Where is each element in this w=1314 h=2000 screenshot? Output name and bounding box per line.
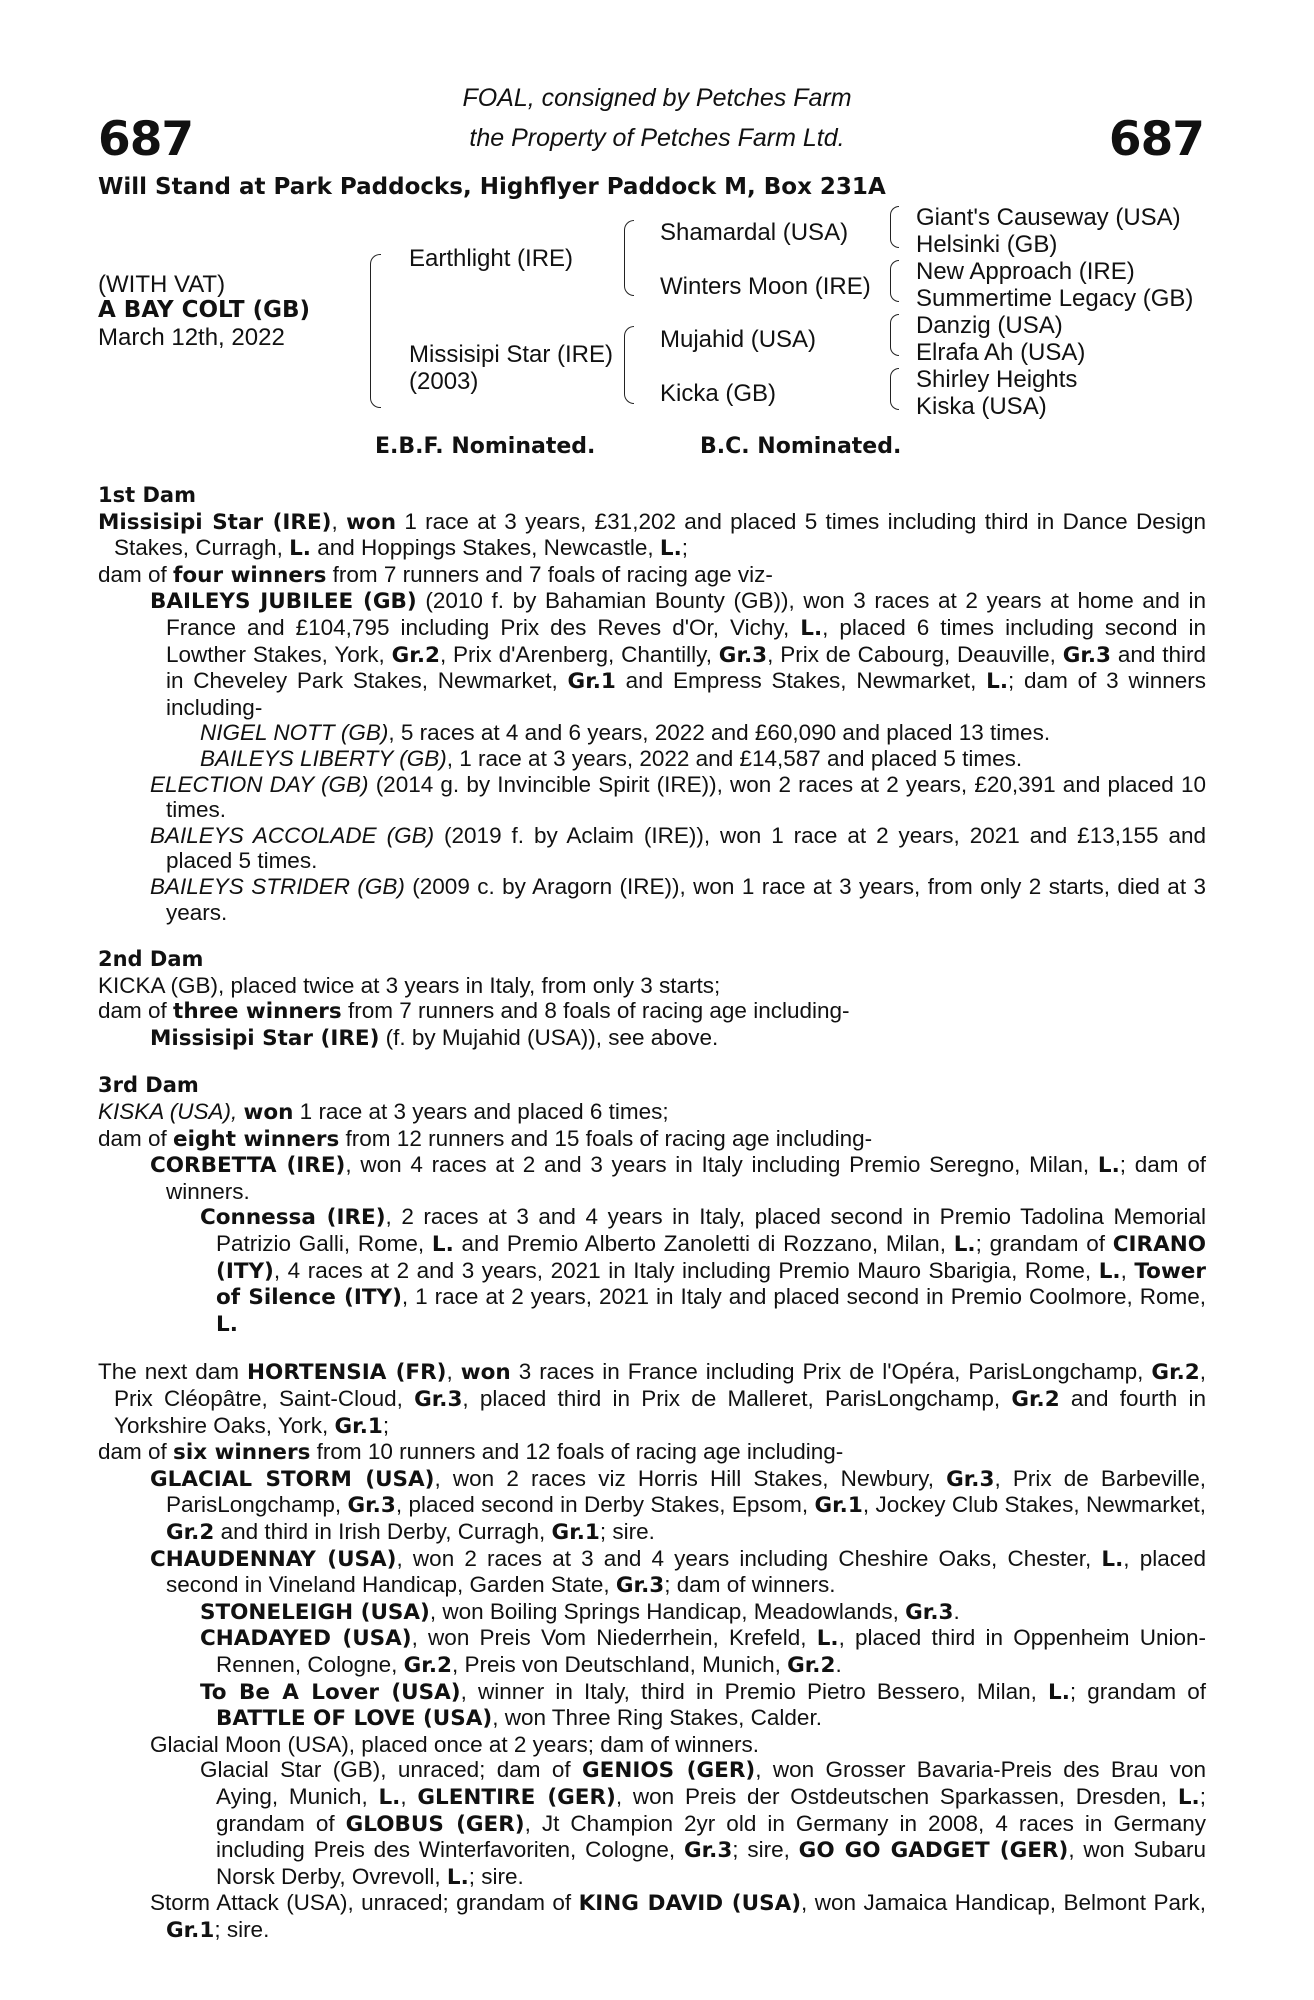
section-heading: 3rd Dam: [98, 1073, 199, 1098]
pedigree-ds-dam: Elrafa Ah (USA): [916, 339, 1086, 366]
lot-number-left: 687: [98, 112, 194, 167]
pedigree-ss-sire: Giant's Causeway (USA): [916, 204, 1181, 231]
dam-record: The next dam HORTENSIA (FR), won 3 races in France including Prix de l'Opéra, ParisLongchamp, Gr.2, Prix Cléopâtre, Saint-Cloud, Gr.3, placed third in Prix de Malleret, ParisLongchamp, Gr.2 and fourth in Yorkshire Oaks, York, Gr.1;: [98, 1359, 1206, 1439]
pedigree-brace-main: [370, 254, 381, 408]
produce-entry: CHAUDENNAY (USA), won 2 races at 3 and 4 years including Cheshire Oaks, Chester, L., placed second in Vineland Handicap, Garden State, Gr.3; dam of winners.: [150, 1545, 1206, 1599]
pedigree-sd-sire: New Approach (IRE): [916, 258, 1135, 285]
produce-entry: BAILEYS LIBERTY (GB), 1 race at 3 years, 2022 and £14,587 and placed 5 times.: [200, 745, 1023, 771]
pedigree-brace-dam: [624, 326, 634, 404]
dam-record: KICKA (GB), placed twice at 3 years in Italy, from only 3 starts;: [98, 972, 721, 998]
produce-entry: Connessa (IRE), 2 races at 3 and 4 years in Italy, placed second in Premio Tadolina Memorial Patrizio Galli, Rome, L. and Premio Alberto Zanoletti di Rozzano, Milan, L.; grandam of CIRANO (ITY), 4 races at 2 and 3 years, 2021 in Italy including Premio Mauro Sbarigia, Rome, L., Tower of Silence (ITY), 1 race at 2 years, 2021 in Italy and placed second in Premio Coolmore, Rome, L.: [200, 1204, 1207, 1337]
produce-entry: Glacial Star (GB), unraced; dam of GENIOS (GER), won Grosser Bavaria-Preis des Brau von Aying, Munich, L., GLENTIRE (GER), won Preis der Ostdeutschen Sparkassen, Dresden, L.; grandam of GLOBUS (GER), Jt Champion 2yr old in Germany in 2008, 4 races in Germany including Preis des Winterfavoriten, Cologne, Gr.3; sire, GO GO GADGET (GER), won Subaru Norsk Derby, Ovrevoll, L.; sire.: [200, 1757, 1206, 1890]
produce-entry: ELECTION DAY (GB) (2014 g. by Invincible Spirit (IRE)), won 2 races at 2 years, £20,391 and placed 10 times.: [150, 771, 1206, 823]
horse-dob: March 12th, 2022: [98, 324, 285, 351]
pedigree-brace-sd: [890, 260, 899, 302]
produce-entry: GLACIAL STORM (USA), won 2 races viz Horris Hill Stakes, Newbury, Gr.3, Prix de Barbeville, ParisLongchamp, Gr.3, placed second in Derby Stakes, Epsom, Gr.1, Jockey Club Stakes, Newmarket, Gr.2 and third in Irish Derby, Curragh, Gr.1; sire.: [150, 1465, 1206, 1545]
produce-entry: BAILEYS JUBILEE (GB) (2010 f. by Bahamian Bounty (GB)), won 3 races at 2 years at home and in France and £104,795 including Prix des Reves d'Or, Vichy, L., placed 6 times including second in Lowther Stakes, York, Gr.2, Prix d'Arenberg, Chantilly, Gr.3, Prix de Cabourg, Deauville, Gr.3 and third in Cheveley Park Stakes, Newmarket, Gr.1 and Empress Stakes, Newmarket, L.; dam of 3 winners including-: [150, 588, 1207, 720]
dam-record: KISKA (USA), won 1 race at 3 years and placed 6 times;: [98, 1099, 669, 1126]
pedigree-ss-dam: Helsinki (GB): [916, 231, 1058, 258]
consignment-line-1: FOAL, consigned by Petches Farm: [462, 84, 852, 112]
pedigree-sd-dam: Summertime Legacy (GB): [916, 285, 1194, 312]
pedigree-brace-sire: [624, 220, 634, 296]
produce-entry: STONELEIGH (USA), won Boiling Springs Handicap, Meadowlands, Gr.3.: [200, 1598, 960, 1625]
section-heading: 2nd Dam: [98, 947, 204, 972]
lot-number-right: 687: [1108, 112, 1204, 167]
catalogue-body: [98, 483, 1206, 1943]
next-dam-section: [98, 1359, 1206, 1943]
horse-name: A BAY COLT (GB): [98, 297, 311, 323]
pedigree-dam: Missisipi Star (IRE): [409, 341, 614, 368]
third-dam-section: [98, 1073, 1206, 1337]
produce-entry: Missisipi Star (IRE) (f. by Mujahid (USA)), see above.: [150, 1024, 719, 1051]
pedigree-dam-dam: Kicka (GB): [660, 380, 777, 407]
produce-entry: NIGEL NOTT (GB), 5 races at 4 and 6 years, 2022 and £60,090 and placed 13 times.: [200, 720, 1051, 746]
pedigree-brace-ss: [890, 206, 899, 248]
pedigree-brace-ds: [890, 314, 899, 356]
first-dam-section: [98, 483, 1206, 925]
produce-entry: Storm Attack (USA), unraced; grandam of KING DAVID (USA), won Jamaica Handicap, Belmont Park, Gr.1; sire.: [150, 1890, 1206, 1943]
produce-entry: CORBETTA (IRE), won 4 races at 2 and 3 years in Italy including Premio Seregno, Milan, L.; dam of winners.: [150, 1152, 1206, 1204]
ebf-nomination: E.B.F. Nominated.: [375, 434, 596, 459]
pedigree-dam-year: (2003): [409, 368, 479, 395]
second-dam-section: [98, 947, 1206, 1051]
produce-entry: To Be A Lover (USA), winner in Italy, third in Premio Pietro Bessero, Milan, L.; grandam of BATTLE OF LOVE (USA), won Three Ring Stakes, Calder.: [200, 1678, 1206, 1732]
produce-entry: CHADAYED (USA), won Preis Vom Niederrhein, Krefeld, L., placed third in Oppenheim Union-Rennen, Cologne, Gr.2, Preis von Deutschland, Munich, Gr.2.: [200, 1625, 1206, 1678]
produce-entry: BAILEYS STRIDER (GB) (2009 c. by Aragorn (IRE)), won 1 race at 3 years, from only 2 starts, died at 3 years.: [150, 873, 1206, 925]
consignment-line-2: the Property of Petches Farm Ltd.: [469, 124, 845, 152]
vat-note: (WITH VAT): [98, 271, 226, 298]
pedigree-sire-dam: Winters Moon (IRE): [660, 273, 871, 300]
pedigree-dd-sire: Shirley Heights: [916, 366, 1078, 393]
pedigree-sire: Earthlight (IRE): [409, 245, 574, 272]
pedigree-sire-sire: Shamardal (USA): [660, 219, 849, 246]
dam-record: Missisipi Star (IRE), won 1 race at 3 years, £31,202 and placed 5 times including third in Dance Design Stakes, Curragh, L. and Hoppings Stakes, Newcastle, L.;: [98, 508, 1206, 562]
bc-nomination: B.C. Nominated.: [700, 434, 902, 459]
produce-summary: dam of eight winners from 12 runners and 15 foals of racing age including-: [98, 1125, 873, 1152]
section-heading: 1st Dam: [98, 483, 196, 507]
produce-summary: dam of four winners from 7 runners and 7 foals of racing age viz-: [98, 561, 773, 588]
pedigree-dd-dam: Kiska (USA): [916, 393, 1047, 420]
produce-summary: dam of three winners from 7 runners and 8 foals of racing age including-: [98, 998, 850, 1025]
pedigree-ds-sire: Danzig (USA): [916, 312, 1063, 339]
pedigree-brace-dd: [890, 368, 899, 410]
produce-entry: BAILEYS ACCOLADE (GB) (2019 f. by Aclaim (IRE)), won 1 race at 2 years, 2021 and £13,155 and placed 5 times.: [150, 822, 1206, 874]
produce-entry: Glacial Moon (USA), placed once at 2 years; dam of winners.: [150, 1731, 760, 1757]
produce-summary: dam of six winners from 10 runners and 12 foals of racing age including-: [98, 1439, 844, 1466]
stand-info: Will Stand at Park Paddocks, Highflyer Paddock M, Box 231A: [98, 174, 886, 200]
pedigree-dam-sire: Mujahid (USA): [660, 326, 817, 353]
